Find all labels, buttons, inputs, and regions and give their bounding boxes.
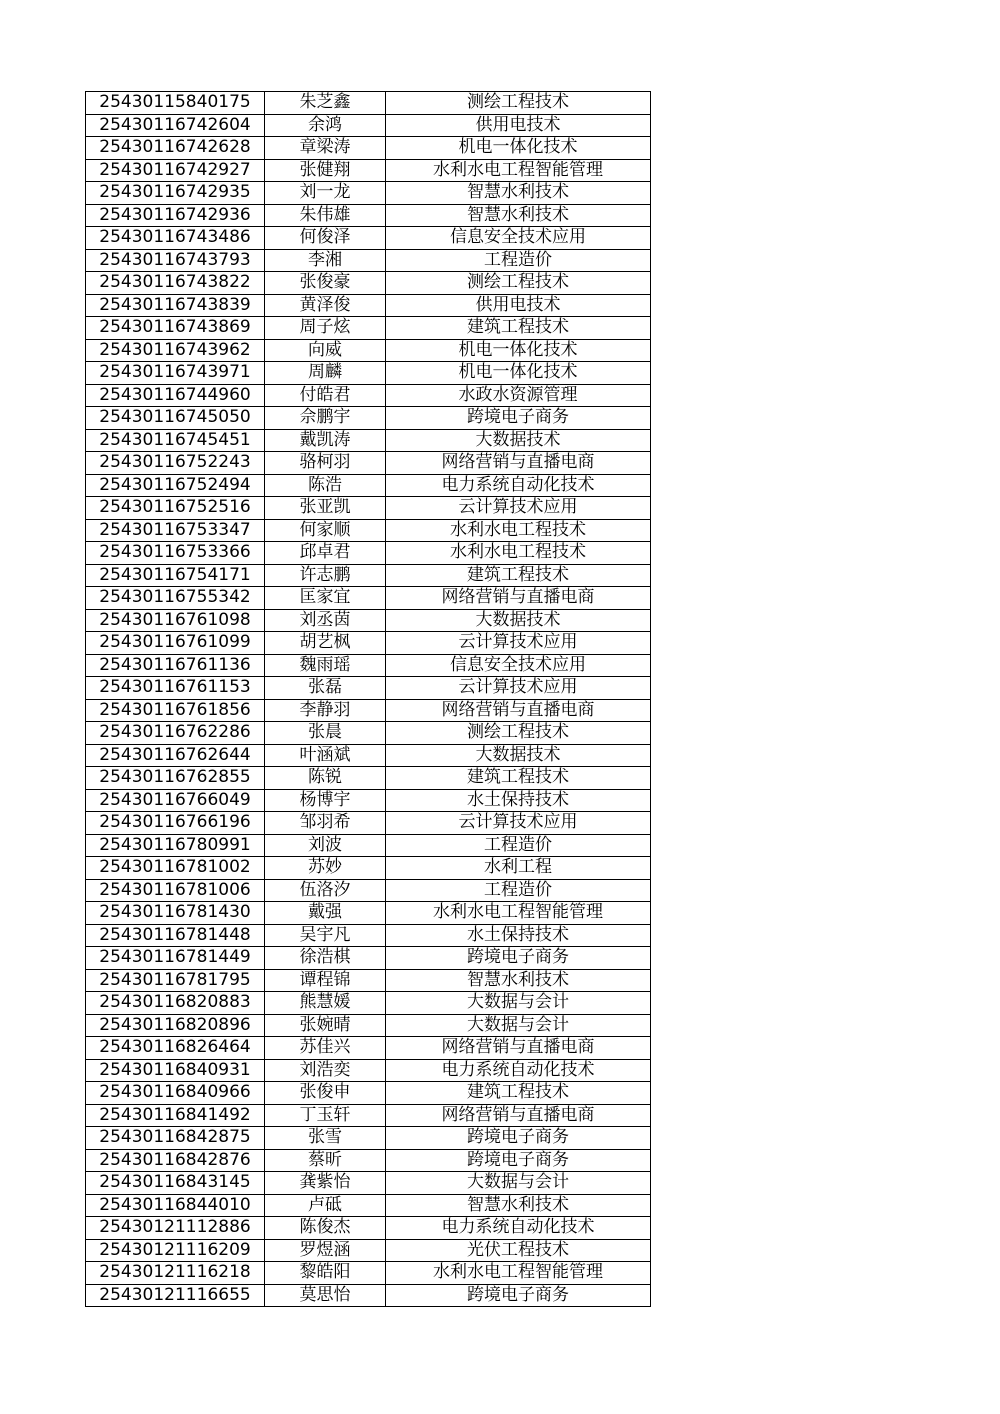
student-name-cell: 黄泽俊	[265, 294, 386, 317]
table-row	[86, 992, 651, 1015]
major-cell: 水利水电工程智能管理	[386, 159, 651, 182]
table-row	[86, 1104, 651, 1127]
major-cell: 云计算技术应用	[386, 812, 651, 835]
exam-id-cell: 25430121112886	[86, 1217, 265, 1240]
table-row	[86, 1127, 651, 1150]
major-cell: 网络营销与直播电商	[386, 1104, 651, 1127]
exam-id-cell: 25430116761153	[86, 677, 265, 700]
student-name-cell: 张亚凯	[265, 497, 386, 520]
student-name-cell: 莫思怡	[265, 1284, 386, 1307]
major-cell: 水利水电工程技术	[386, 542, 651, 565]
exam-id-cell: 25430116840931	[86, 1059, 265, 1082]
student-name-cell: 李静羽	[265, 699, 386, 722]
exam-id-cell: 25430116761136	[86, 654, 265, 677]
table-row	[86, 1217, 651, 1240]
student-name-cell: 朱伟雄	[265, 204, 386, 227]
exam-id-cell: 25430116780991	[86, 834, 265, 857]
student-name-cell: 张俊申	[265, 1082, 386, 1105]
major-cell: 大数据与会计	[386, 1014, 651, 1037]
major-cell: 供用电技术	[386, 114, 651, 137]
table-row	[86, 587, 651, 610]
student-name-cell: 张磊	[265, 677, 386, 700]
exam-id-cell: 25430116753347	[86, 519, 265, 542]
table-row	[86, 902, 651, 925]
table-row	[86, 1149, 651, 1172]
major-cell: 信息安全技术应用	[386, 227, 651, 250]
student-name-cell: 邱卓君	[265, 542, 386, 565]
exam-id-cell: 25430116752516	[86, 497, 265, 520]
exam-id-cell: 25430116742927	[86, 159, 265, 182]
table-row	[86, 159, 651, 182]
table-row	[86, 452, 651, 475]
exam-id-cell: 25430116840966	[86, 1082, 265, 1105]
table-row	[86, 1262, 651, 1285]
major-cell: 测绘工程技术	[386, 272, 651, 295]
exam-id-cell: 25430116743793	[86, 249, 265, 272]
table-row	[86, 137, 651, 160]
table-row	[86, 924, 651, 947]
exam-id-cell: 25430116844010	[86, 1194, 265, 1217]
exam-id-cell: 25430116744960	[86, 384, 265, 407]
exam-id-cell: 25430116743971	[86, 362, 265, 385]
exam-id-cell: 25430121116655	[86, 1284, 265, 1307]
table-body	[86, 92, 651, 1307]
student-name-cell: 熊慧媛	[265, 992, 386, 1015]
table-row	[86, 699, 651, 722]
major-cell: 工程造价	[386, 879, 651, 902]
student-name-cell: 张俊豪	[265, 272, 386, 295]
exam-id-cell: 25430116761098	[86, 609, 265, 632]
table-row	[86, 609, 651, 632]
major-cell: 水利水电工程智能管理	[386, 1262, 651, 1285]
student-name-cell: 邹羽希	[265, 812, 386, 835]
major-cell: 水利水电工程技术	[386, 519, 651, 542]
major-cell: 跨境电子商务	[386, 1284, 651, 1307]
table-row	[86, 519, 651, 542]
table-row	[86, 879, 651, 902]
student-name-cell: 张雪	[265, 1127, 386, 1150]
student-name-cell: 龚紫怡	[265, 1172, 386, 1195]
exam-id-cell: 25430116742935	[86, 182, 265, 205]
table-row	[86, 384, 651, 407]
major-cell: 光伏工程技术	[386, 1239, 651, 1262]
major-cell: 电力系统自动化技术	[386, 1059, 651, 1082]
student-name-cell: 朱芝鑫	[265, 92, 386, 115]
exam-id-cell: 25430116743822	[86, 272, 265, 295]
major-cell: 智慧水利技术	[386, 969, 651, 992]
student-name-cell: 余鸿	[265, 114, 386, 137]
major-cell: 工程造价	[386, 249, 651, 272]
major-cell: 跨境电子商务	[386, 1127, 651, 1150]
table-row	[86, 474, 651, 497]
table-row	[86, 834, 651, 857]
major-cell: 云计算技术应用	[386, 677, 651, 700]
exam-id-cell: 25430116843145	[86, 1172, 265, 1195]
exam-id-cell: 25430116762286	[86, 722, 265, 745]
major-cell: 跨境电子商务	[386, 947, 651, 970]
table-row	[86, 654, 651, 677]
student-name-cell: 匡家宜	[265, 587, 386, 610]
major-cell: 云计算技术应用	[386, 632, 651, 655]
student-name-cell: 吴宇凡	[265, 924, 386, 947]
table-row	[86, 1284, 651, 1307]
major-cell: 建筑工程技术	[386, 1082, 651, 1105]
student-name-cell: 何家顺	[265, 519, 386, 542]
student-name-cell: 陈锐	[265, 767, 386, 790]
table-row	[86, 857, 651, 880]
table-row	[86, 947, 651, 970]
major-cell: 大数据与会计	[386, 992, 651, 1015]
major-cell: 智慧水利技术	[386, 1194, 651, 1217]
student-name-cell: 魏雨瑶	[265, 654, 386, 677]
table-row	[86, 182, 651, 205]
major-cell: 水土保持技术	[386, 789, 651, 812]
exam-id-cell: 25430116752494	[86, 474, 265, 497]
student-name-cell: 徐浩棋	[265, 947, 386, 970]
table-row	[86, 1239, 651, 1262]
major-cell: 大数据技术	[386, 744, 651, 767]
table-row	[86, 744, 651, 767]
student-name-cell: 胡艺枫	[265, 632, 386, 655]
exam-id-cell: 25430116841492	[86, 1104, 265, 1127]
student-name-cell: 向威	[265, 339, 386, 362]
major-cell: 工程造价	[386, 834, 651, 857]
major-cell: 大数据技术	[386, 609, 651, 632]
exam-id-cell: 25430116743962	[86, 339, 265, 362]
student-name-cell: 蔡昕	[265, 1149, 386, 1172]
exam-id-cell: 25430116766049	[86, 789, 265, 812]
major-cell: 网络营销与直播电商	[386, 699, 651, 722]
exam-id-cell: 25430116762644	[86, 744, 265, 767]
major-cell: 云计算技术应用	[386, 497, 651, 520]
exam-id-cell: 25430116761856	[86, 699, 265, 722]
exam-id-cell: 25430116743486	[86, 227, 265, 250]
student-name-cell: 苏佳兴	[265, 1037, 386, 1060]
major-cell: 智慧水利技术	[386, 204, 651, 227]
student-table	[85, 91, 651, 1307]
exam-id-cell: 25430116755342	[86, 587, 265, 610]
major-cell: 大数据与会计	[386, 1172, 651, 1195]
major-cell: 测绘工程技术	[386, 722, 651, 745]
exam-id-cell: 25430116781006	[86, 879, 265, 902]
student-name-cell: 丁玉轩	[265, 1104, 386, 1127]
table-row	[86, 497, 651, 520]
student-name-cell: 刘浩奕	[265, 1059, 386, 1082]
major-cell: 供用电技术	[386, 294, 651, 317]
major-cell: 机电一体化技术	[386, 137, 651, 160]
major-cell: 网络营销与直播电商	[386, 587, 651, 610]
student-name-cell: 叶涵斌	[265, 744, 386, 767]
major-cell: 水利水电工程智能管理	[386, 902, 651, 925]
table-row	[86, 407, 651, 430]
table-row	[86, 317, 651, 340]
exam-id-cell: 25430116742628	[86, 137, 265, 160]
exam-id-cell: 25430116753366	[86, 542, 265, 565]
student-name-cell: 付皓君	[265, 384, 386, 407]
major-cell: 测绘工程技术	[386, 92, 651, 115]
major-cell: 跨境电子商务	[386, 1149, 651, 1172]
major-cell: 建筑工程技术	[386, 564, 651, 587]
table-row	[86, 339, 651, 362]
exam-id-cell: 25430121116218	[86, 1262, 265, 1285]
major-cell: 建筑工程技术	[386, 317, 651, 340]
student-name-cell: 张健翔	[265, 159, 386, 182]
student-name-cell: 刘丞茵	[265, 609, 386, 632]
table-row	[86, 767, 651, 790]
student-name-cell: 谭程锦	[265, 969, 386, 992]
table-row	[86, 812, 651, 835]
student-name-cell: 杨博宇	[265, 789, 386, 812]
exam-id-cell: 25430116842875	[86, 1127, 265, 1150]
student-name-cell: 周麟	[265, 362, 386, 385]
table-row	[86, 1014, 651, 1037]
table-row	[86, 272, 651, 295]
major-cell: 建筑工程技术	[386, 767, 651, 790]
table-row	[86, 92, 651, 115]
major-cell: 电力系统自动化技术	[386, 474, 651, 497]
table-row	[86, 227, 651, 250]
major-cell: 网络营销与直播电商	[386, 452, 651, 475]
table-row	[86, 362, 651, 385]
table-row	[86, 564, 651, 587]
student-name-cell: 戴强	[265, 902, 386, 925]
major-cell: 智慧水利技术	[386, 182, 651, 205]
table-row	[86, 1194, 651, 1217]
exam-id-cell: 25430116766196	[86, 812, 265, 835]
exam-id-cell: 25430116820883	[86, 992, 265, 1015]
table-row	[86, 1037, 651, 1060]
exam-id-cell: 25430116781430	[86, 902, 265, 925]
student-name-cell: 罗煜涵	[265, 1239, 386, 1262]
student-name-cell: 伍洛汐	[265, 879, 386, 902]
exam-id-cell: 25430121116209	[86, 1239, 265, 1262]
table-row	[86, 294, 651, 317]
major-cell: 水政水资源管理	[386, 384, 651, 407]
major-cell: 机电一体化技术	[386, 362, 651, 385]
student-name-cell: 陈俊杰	[265, 1217, 386, 1240]
exam-id-cell: 25430116745050	[86, 407, 265, 430]
exam-id-cell: 25430116826464	[86, 1037, 265, 1060]
exam-id-cell: 25430116752243	[86, 452, 265, 475]
major-cell: 水土保持技术	[386, 924, 651, 947]
exam-id-cell: 25430116754171	[86, 564, 265, 587]
table-row	[86, 632, 651, 655]
major-cell: 电力系统自动化技术	[386, 1217, 651, 1240]
exam-id-cell: 25430116781002	[86, 857, 265, 880]
table-row	[86, 204, 651, 227]
exam-id-cell: 25430116820896	[86, 1014, 265, 1037]
major-cell: 网络营销与直播电商	[386, 1037, 651, 1060]
student-name-cell: 刘一龙	[265, 182, 386, 205]
table-row	[86, 114, 651, 137]
table-row	[86, 1172, 651, 1195]
student-name-cell: 佘鹏宇	[265, 407, 386, 430]
student-name-cell: 许志鹏	[265, 564, 386, 587]
table-row	[86, 1082, 651, 1105]
table-row	[86, 722, 651, 745]
student-name-cell: 刘波	[265, 834, 386, 857]
exam-id-cell: 25430116743869	[86, 317, 265, 340]
exam-id-cell: 25430115840175	[86, 92, 265, 115]
student-name-cell: 张婉晴	[265, 1014, 386, 1037]
exam-id-cell: 25430116742936	[86, 204, 265, 227]
student-name-cell: 周子炫	[265, 317, 386, 340]
table-row	[86, 1059, 651, 1082]
exam-id-cell: 25430116781449	[86, 947, 265, 970]
table-row	[86, 429, 651, 452]
student-name-cell: 张晨	[265, 722, 386, 745]
student-name-cell: 骆柯羽	[265, 452, 386, 475]
student-name-cell: 李湘	[265, 249, 386, 272]
exam-id-cell: 25430116745451	[86, 429, 265, 452]
table-row	[86, 677, 651, 700]
table-row	[86, 249, 651, 272]
major-cell: 信息安全技术应用	[386, 654, 651, 677]
exam-id-cell: 25430116743839	[86, 294, 265, 317]
student-name-cell: 黎皓阳	[265, 1262, 386, 1285]
exam-id-cell: 25430116762855	[86, 767, 265, 790]
exam-id-cell: 25430116781448	[86, 924, 265, 947]
exam-id-cell: 25430116742604	[86, 114, 265, 137]
major-cell: 跨境电子商务	[386, 407, 651, 430]
table-row	[86, 789, 651, 812]
student-name-cell: 章梁涛	[265, 137, 386, 160]
major-cell: 大数据技术	[386, 429, 651, 452]
table-row	[86, 542, 651, 565]
student-name-cell: 何俊泽	[265, 227, 386, 250]
student-name-cell: 陈浩	[265, 474, 386, 497]
exam-id-cell: 25430116781795	[86, 969, 265, 992]
exam-id-cell: 25430116842876	[86, 1149, 265, 1172]
major-cell: 水利工程	[386, 857, 651, 880]
student-name-cell: 卢砥	[265, 1194, 386, 1217]
student-name-cell: 戴凯涛	[265, 429, 386, 452]
table-row	[86, 969, 651, 992]
student-name-cell: 苏妙	[265, 857, 386, 880]
exam-id-cell: 25430116761099	[86, 632, 265, 655]
major-cell: 机电一体化技术	[386, 339, 651, 362]
